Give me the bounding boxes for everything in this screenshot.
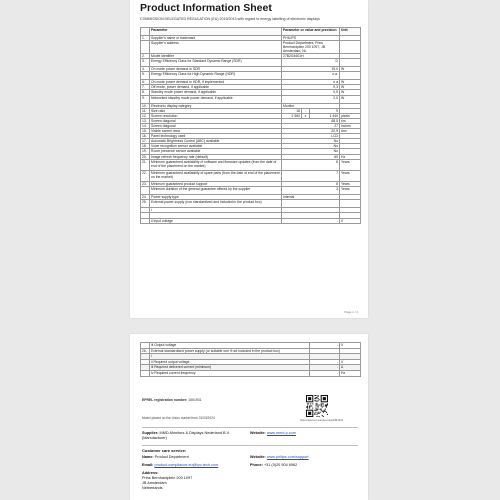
support-website-link[interactable]: www.philips.com/support [266, 455, 309, 459]
row-value: 8 [282, 159, 340, 170]
row-unit [340, 41, 361, 54]
row-parameter: Supplier's name or trademark [150, 36, 282, 41]
row-value: 60 [282, 154, 340, 159]
row-parameter: Room presence sensor available [150, 149, 282, 154]
row-value: 7 [282, 170, 340, 181]
row-value-b: 9 [310, 108, 340, 113]
row-unit: W [340, 85, 361, 90]
row-value: LCD [282, 134, 340, 139]
row-value: 27B2G4601H [282, 54, 340, 59]
document-page-1 [130, 0, 368, 318]
row-number: 6. [141, 80, 150, 85]
row-parameter: iii Output voltage [150, 343, 310, 349]
address-line: JB Amsterdam [142, 481, 167, 485]
qr-code-icon[interactable] [306, 395, 328, 417]
row-value: 0,3 [282, 85, 340, 90]
row-parameter: Screen diagonal [150, 118, 282, 123]
document-page-2 [130, 334, 368, 500]
row-number: 22. [141, 170, 150, 181]
eprel-number: 1861931 [188, 398, 202, 402]
row-parameter: iv Required current frequency [150, 370, 310, 376]
row-value: - [310, 365, 340, 371]
row-number: 5. [141, 72, 150, 80]
row-unit: dm² [340, 129, 361, 134]
row-unit: V [340, 359, 361, 365]
row-unit: A [340, 365, 361, 371]
specification-table [140, 27, 361, 224]
row-unit: Years [340, 159, 361, 170]
email-label: Email: [142, 463, 154, 467]
row-parameter: Minimum guaranteed product support [150, 181, 282, 186]
row-number: 19. [141, 149, 150, 154]
header-unit: Unit [340, 28, 361, 36]
placed-on-market: Model placed on the Union market from 01/03/2024 [142, 416, 215, 420]
row-number: 13. [141, 118, 150, 123]
row-unit: Years [340, 181, 361, 186]
row-number [141, 186, 150, 194]
row-number: 18. [141, 144, 150, 149]
row-number [141, 370, 150, 376]
continued-table [140, 342, 361, 377]
eprel-registration [142, 398, 202, 402]
row-unit: W [340, 90, 361, 95]
row-number: 9. [141, 95, 150, 103]
row-unit: Hz [340, 370, 361, 376]
table-row [141, 41, 361, 54]
row-parameter: Panel technology used [150, 134, 282, 139]
row-value: Product Department, Prins Bernhardplein 200 1097, JB Amsterdam, NL [282, 41, 340, 54]
divider [142, 427, 358, 428]
row-number: 11. [141, 108, 150, 113]
row-parameter: Supplier's address [150, 41, 282, 54]
table-header-row [141, 28, 361, 36]
phone-value: +31 (0)20 504 6962 [263, 463, 298, 467]
row-unit: Years [340, 170, 361, 181]
support-website-label: Website: [250, 455, 266, 459]
row-number: 25. [141, 199, 150, 207]
row-unit: inches [340, 123, 361, 128]
regulation-intro: COMMISSION DELEGATED REGULATION (EU) 2019/2013 with regard to energy labelling of electronic displays [140, 17, 320, 21]
website-link[interactable]: www.mmd-p.com [266, 431, 296, 435]
row-value: No [282, 144, 340, 149]
row-parameter: External power supply (non standardized and included in the product box) [150, 199, 282, 207]
row-value: D [282, 59, 340, 67]
row-number: 4. [141, 67, 150, 72]
website-label: Website: [250, 431, 266, 435]
row-parameter: i [150, 354, 310, 360]
row-value: - [282, 218, 340, 223]
row-parameter: Energy Efficiency Class for Standard Dynamic Range (SDR) [150, 59, 282, 67]
row-unit: V [340, 343, 361, 349]
supplier-value: MMD-Monitors & Displays Nederland B.V. (Manufacturer) [142, 431, 230, 440]
row-parameter: External standardised power supply (or suitable one if not included in the product box) [150, 348, 310, 354]
row-parameter: Visible screen area [150, 129, 282, 134]
row-separator: x [302, 113, 310, 118]
row-value: No [282, 139, 340, 144]
row-unit: V [340, 218, 361, 223]
row-value: 0,5 [282, 90, 340, 95]
row-number [141, 41, 150, 54]
row-value: 3 [282, 186, 340, 194]
table-row [141, 59, 361, 67]
page-number: Page 1 / 2 [344, 310, 358, 314]
row-value: 8 [282, 181, 340, 186]
row-number: 8. [141, 90, 150, 95]
row-value: Internal [282, 194, 340, 199]
name-value: Product Department [154, 455, 189, 459]
row-number: 17. [141, 139, 150, 144]
row-number: 10. [141, 103, 150, 108]
row-parameter: Standby mode power demand, if applicable [150, 90, 282, 95]
row-unit: W [340, 80, 361, 85]
row-value: n.a. [282, 72, 340, 80]
row-number: 16. [141, 134, 150, 139]
row-number [141, 218, 150, 223]
row-parameter: Model identifier [150, 54, 282, 59]
row-unit: cm [340, 118, 361, 123]
row-parameter: Screen diagonal [150, 123, 282, 128]
row-parameter: Networked standby mode power demand, if applicable [150, 95, 282, 103]
row-value-a: 16 [282, 108, 302, 113]
row-number: 14. [141, 123, 150, 128]
row-value-b: 1 440 [310, 113, 340, 118]
qr-url[interactable]: https://eprel.ec.europa.eu/qr/1861931 [300, 419, 344, 422]
header-parameter: Parameter [150, 28, 282, 36]
row-parameter: Minimum duration of the general guarantee offered by the supplier [150, 186, 282, 194]
row-value: 20,9 [282, 129, 340, 134]
row-value: 27 [282, 123, 340, 128]
row-number: 2. [141, 54, 150, 59]
row-parameter: On mode power demand in SDR [150, 67, 282, 72]
row-parameter: ii Required output voltage [150, 359, 310, 365]
table-row [141, 170, 361, 181]
row-parameter: iii Required delivered current (minimum) [150, 365, 310, 371]
table-row [141, 72, 361, 80]
address-line: Prins Bernhardplein 200 1097 [142, 476, 193, 480]
row-number: 21. [141, 159, 150, 170]
row-value [282, 199, 340, 207]
table-row [141, 159, 361, 170]
row-value: - [310, 370, 340, 376]
row-number: 3. [141, 59, 150, 67]
email-link[interactable]: product.compliance.eu@tpv-tech.com [154, 463, 219, 467]
row-separator: : [302, 108, 310, 113]
row-number: 23. [141, 181, 150, 186]
row-number: 26. [141, 348, 150, 354]
row-value: PHILIPS [282, 36, 340, 41]
row-number: 12. [141, 113, 150, 118]
table-row [141, 199, 361, 207]
row-unit: pixels [340, 113, 361, 118]
row-parameter: Minimum guaranteed availability of spare parts (from the date of end of the placement on the market) [150, 170, 282, 181]
row-value-a: 2 560 [282, 113, 302, 118]
address-line: Netherlands [142, 486, 163, 490]
row-unit [340, 59, 361, 67]
row-value: - [310, 343, 340, 349]
row-value: Monitor [282, 103, 340, 108]
row-parameter: Power supply type [150, 194, 282, 199]
row-unit [340, 72, 361, 80]
eprel-label: EPREL registration number: [142, 398, 188, 402]
row-unit: W [340, 67, 361, 72]
row-unit: Years [340, 186, 361, 194]
customer-care-info [142, 448, 358, 491]
row-value: 2,0 [282, 95, 340, 103]
row-value: n.a [282, 80, 340, 85]
supplier-info [142, 431, 358, 441]
row-parameter: Energy Efficiency Class for High Dynamic Range (HDR) [150, 72, 282, 80]
row-number: 1. [141, 36, 150, 41]
table-row [141, 370, 361, 376]
row-parameter: Voice recognition sensor available [150, 144, 282, 149]
table-row [141, 95, 361, 103]
divider [142, 445, 358, 446]
row-parameter: Size ratio [150, 108, 282, 113]
row-value: No [282, 149, 340, 154]
row-parameter: Minimum guaranteed availability of software and firmware updates (from the date of end of the placement on the market) [150, 159, 282, 170]
row-parameter: On mode power demand in HDR, if implemented [150, 80, 282, 85]
name-label: Name: [142, 455, 154, 459]
header-cell [141, 28, 150, 36]
row-unit [340, 199, 361, 207]
address-label: Address: [142, 471, 159, 475]
supplier-label: Supplier: [142, 431, 159, 435]
row-number: 20. [141, 154, 150, 159]
row-value: 68,5 [282, 118, 340, 123]
row-parameter: Screen resolution [150, 113, 282, 118]
row-number: 24. [141, 194, 150, 199]
table-row [141, 218, 361, 223]
row-parameter: i [150, 207, 282, 212]
customer-care-title: Customer care service: [142, 448, 187, 453]
row-unit: W [340, 95, 361, 103]
row-unit: Hz [340, 154, 361, 159]
row-parameter: Off mode, power demand, if applicable [150, 85, 282, 90]
row-parameter: Electronic display category [150, 103, 282, 108]
phone-label: Phone: [250, 463, 263, 467]
page-title: Product Information Sheet [140, 2, 272, 14]
row-number: 7. [141, 85, 150, 90]
row-number: 15. [141, 129, 150, 134]
header-value: Parameter or value and precision [282, 28, 340, 36]
row-parameter: Image refresh frequency rate (default) [150, 154, 282, 159]
row-parameter: ii Input voltage [150, 218, 282, 223]
table-row [141, 186, 361, 194]
row-value: 15,0 [282, 67, 340, 72]
row-parameter: Automatic Brightness Control (ABC) available [150, 139, 282, 144]
row-value: - [310, 359, 340, 365]
